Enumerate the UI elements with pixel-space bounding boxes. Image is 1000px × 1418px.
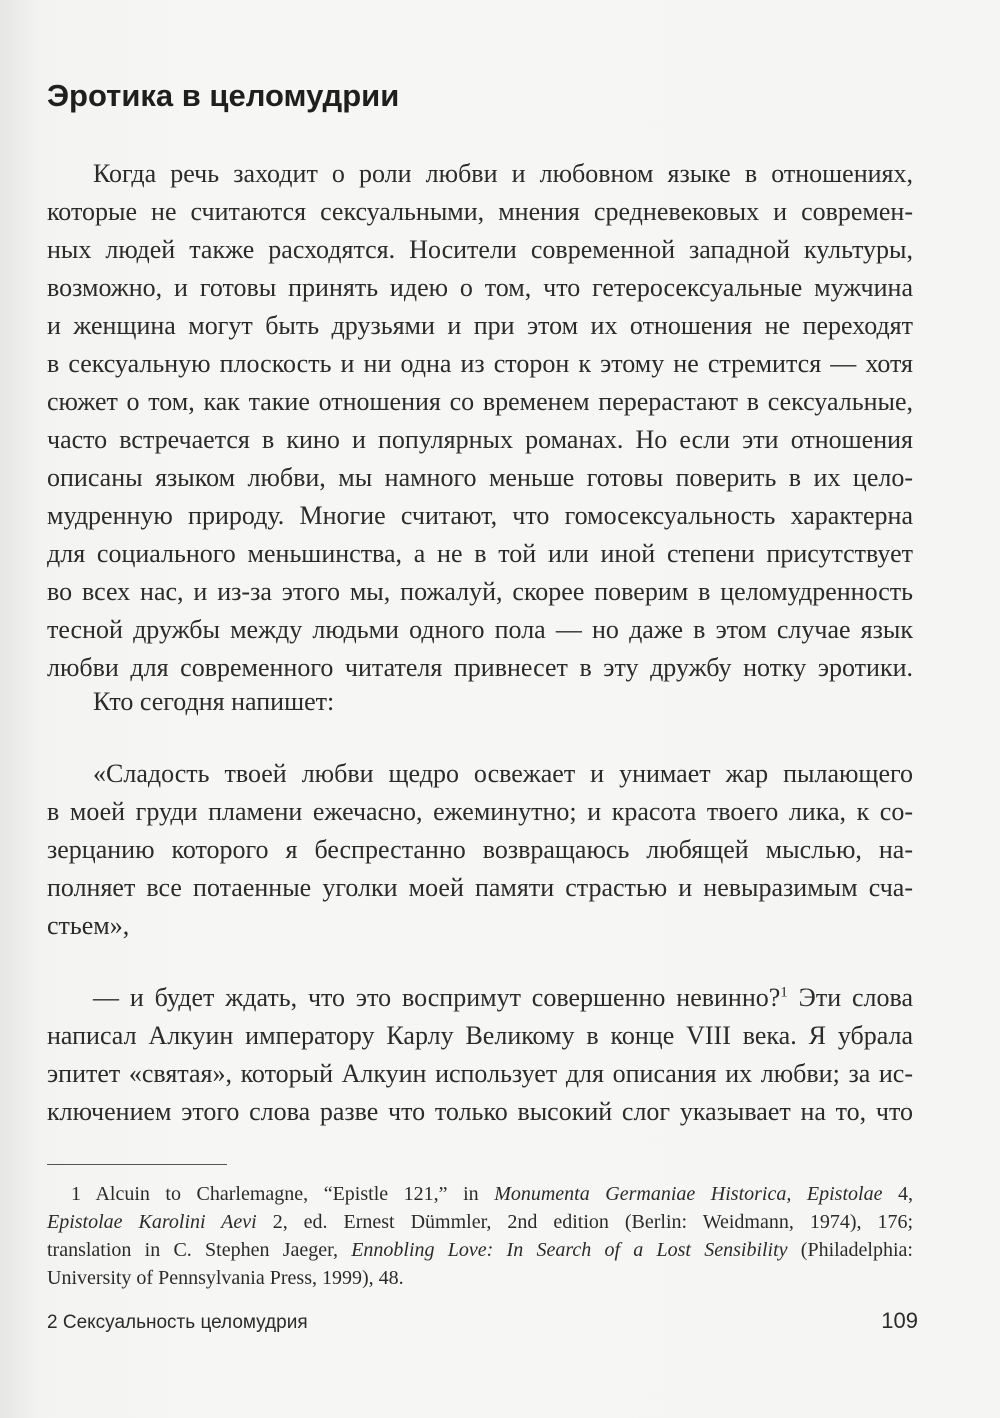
text-line: во всех нас, и из-за этого мы, пожалуй, скорее поверим в целомудренность <box>47 577 913 606</box>
text-line: тесной дружбы между людьми одного пола — но даже в этом случае язык <box>47 615 913 644</box>
text-line: любви для современного читателя привнесет в эту дружбу нотку эротики. <box>47 653 913 682</box>
text-line: возможно, и готовы принять идею о том, что гетеросексуальные мужчина <box>47 273 913 302</box>
footnote-line-3: translation in C. Stephen Jaeger, Ennobling Love: In Search of a Lost Sensibility (Philadelphia: <box>47 1239 913 1261</box>
text-line: ключением этого слова разве что только высокий слог указывает на то, что <box>47 1097 913 1126</box>
quote-line: «Сладость твоей любви щедро освежает и унимает жар пылающего <box>93 759 913 788</box>
footnote-reference[interactable]: 1 <box>780 984 788 1001</box>
text-line: описаны языком любви, мы намного меньше готовы поверить в их цело- <box>47 463 913 492</box>
quote-line: стьем», <box>47 911 130 940</box>
running-footer-chapter: 2 Сексуальность целомудрия <box>47 1312 308 1333</box>
footnote-line-4: University of Pennsylvania Press, 1999), 48. <box>47 1267 404 1289</box>
footnote-line-1: 1 Alcuin to Charlemagne, “Epistle 121,” in Monumenta Germaniae Historica, Epistolae 4, <box>71 1183 914 1205</box>
text-line: сюжет о том, как такие отношения со временем перерастают в сексуальные, <box>47 387 913 416</box>
text-line: мудренную природу. Многие считают, что гомосексуальность характерна <box>47 501 913 530</box>
text-line: эпитет «святая», который Алкуин использует для описания их любви; за ис- <box>47 1059 913 1088</box>
text-line: ных людей также расходятся. Носители современной западной культуры, <box>47 235 913 264</box>
page-number: 109 <box>881 1308 918 1333</box>
quote-line: полняет все потаенные уголки моей памяти страстью и невыразимым сча- <box>47 873 913 902</box>
text-line: часто встречается в кино и популярных романах. Но если эти отношения <box>47 425 913 454</box>
text-line: написал Алкуин императору Карлу Великому в конце VIII века. Я убрала <box>47 1021 913 1050</box>
footnote-divider <box>47 1164 227 1165</box>
paragraph-3-line-1: — и будет ждать, что это воспримут совершенно невинно?$^1$ Эти слова <box>93 983 913 1012</box>
quote-line: зерцанию которого я беспрестанно возвращаюсь любящей мыслью, на- <box>47 835 913 864</box>
text-line: которые не считаются сексуальными, мнения средневековых и современ- <box>47 197 913 226</box>
text-line: в сексуальную плоскость и ни одна из сторон к этому не стремится — хотя <box>47 349 913 378</box>
text-line: Когда речь заходит о роли любви и любовном языке в отношениях, <box>93 159 913 188</box>
quote-line: в моей груди пламени ежечасно, ежеминутно; и красота твоего лика, к со- <box>47 797 913 826</box>
paragraph-2: Кто сегодня напишет: <box>93 687 335 716</box>
footnote-line-2: Epistolae Karolini Aevi 2, ed. Ernest Dümmler, 2nd edition (Berlin: Weidmann, 1974), 176; <box>47 1211 914 1233</box>
text-line: и женщина могут быть друзьями и при этом их отношения не переходят <box>47 311 913 340</box>
section-heading: Эротика в целомудрии <box>47 78 400 113</box>
text-line: для социального меньшинства, а не в той или иной степени присутствует <box>47 539 913 568</box>
